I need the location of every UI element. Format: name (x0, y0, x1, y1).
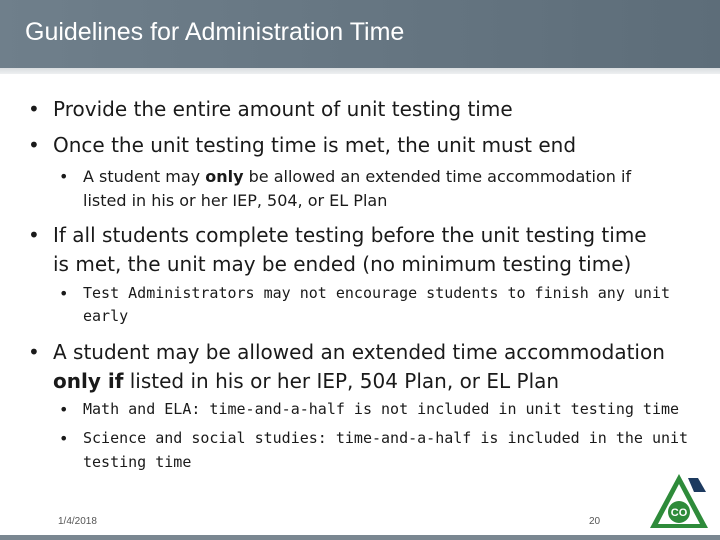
sub-bullet-extended-time (83, 165, 631, 188)
sub-bullet-extended-time-line2: listed in his or her IEP, 504, or EL Plan (83, 191, 388, 210)
bullet-unit-must-end: Once the unit testing time is met, the unit must end (53, 133, 577, 157)
sub-bullet-math-ela: Math and ELA: time-and-a-half is not included in unit testing time (83, 400, 680, 418)
bullet-all-complete: If all students complete testing before the unit testing time (53, 223, 647, 247)
sub-bullet-science-social-line2: testing time (83, 453, 192, 471)
sub-bullet-text: be allowed an extended time accommodation if (243, 167, 632, 186)
footer-date: 1/4/2018 (58, 516, 97, 527)
bullet-extended-accommodation-line2 (53, 366, 559, 396)
sub-bullet-no-encourage: Test Administrators may not encourage students to finish any unit (83, 284, 670, 302)
sub-bullet-no-encourage-line2: early (83, 307, 129, 325)
sub-bullet-science-social: Science and social studies: time-and-a-half is included in the unit (83, 429, 689, 447)
page-number: 20 (589, 516, 601, 527)
bullet-dot: • (28, 340, 40, 364)
sub-bullet-dot: • (59, 400, 69, 419)
sub-bullet-dot: • (59, 284, 69, 303)
bullet-text: listed in his or her IEP, 504 Plan, or EL Plan (123, 369, 560, 393)
sub-bullet-text: A student may (83, 167, 206, 186)
bullet-dot: • (28, 133, 40, 157)
emphasis-only-if: only if (53, 369, 124, 393)
sub-bullet-dot: • (59, 167, 69, 186)
bullet-dot: • (28, 97, 40, 121)
slide-title: Guidelines for Administration Time (25, 18, 405, 46)
bullet-all-complete-line2: is met, the unit may be ended (no minimum testing time) (53, 252, 632, 276)
bullet-dot: • (28, 223, 40, 247)
logo-text: CO (670, 507, 688, 519)
bullet-provide-time: Provide the entire amount of unit testing time (53, 97, 513, 121)
sub-bullet-dot: • (59, 429, 69, 448)
colorado-education-logo-icon (648, 470, 710, 532)
bottom-bar (0, 535, 720, 540)
emphasis-only: only (205, 167, 244, 186)
bullet-extended-accommodation: A student may be allowed an extended time accommodation (53, 340, 665, 364)
